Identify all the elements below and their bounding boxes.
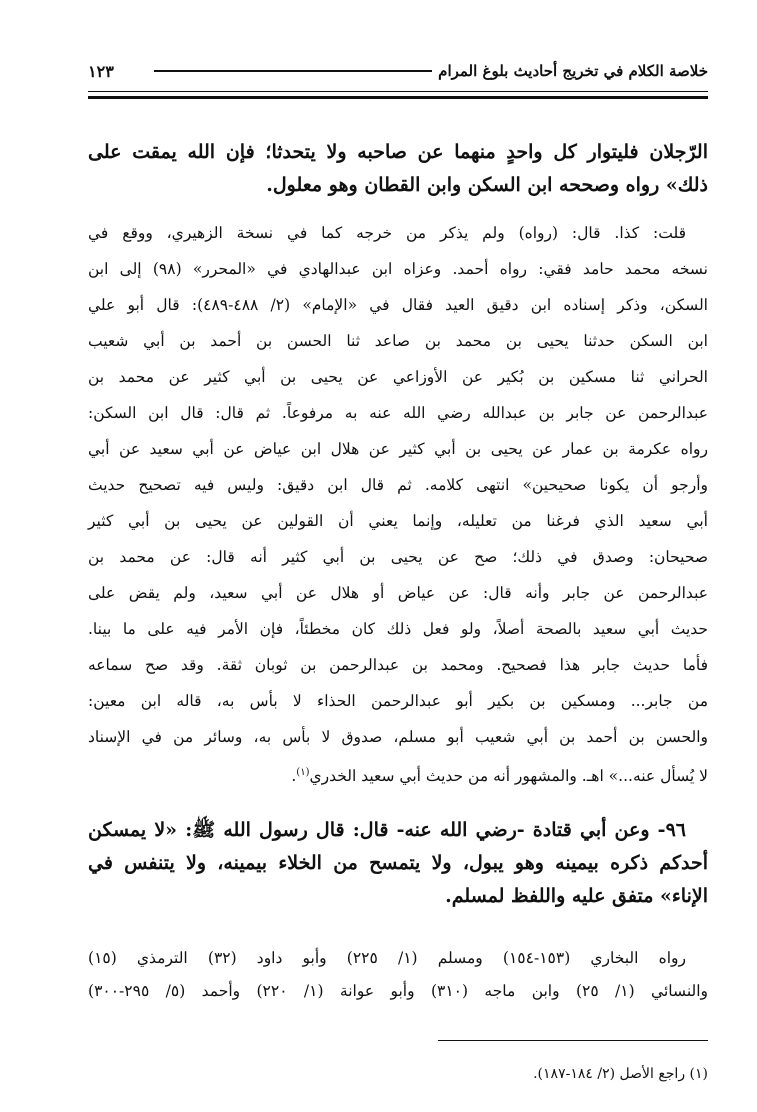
text-line: الإناء» متفق عليه واللفظ لمسلم. [445,885,708,907]
text-line: ابن السكن حدثنا يحيى بن محمد بن صاعد ثنا الحسن بن أحمد بن أبي شعيب [88,332,708,350]
text-line: فأما حديث جابر هذا فصحيح. ومحمد بن عبدالرحمن بن ثوبان ثقة. وقد صح سماعه [88,656,708,674]
text-line: عبدالرحمن عن جابر بن عبدالله رضي الله عنه به مرفوعاً. ثم قال: قال ابن السكن: [88,404,708,422]
text-line: أبي سعيد الذي فرغنا من تعليله، وإنما يعني أن القولين عن يحيى بن أبي كثير [88,512,708,530]
text-line: أحدكم ذكره بيمينه وهو يبول، ولا يتمسح من الخلاء بيمينه، ولا يتنفس في [88,852,708,874]
text-span: . [291,767,297,786]
footnote-reference: (١) [296,767,310,778]
text-line: صحيحان: وصدق في ذلك؛ صح عن يحيى بن أبي كثير أنه قال: عن محمد بن [88,548,708,566]
text-line: والحسن بن أحمد بن أبي شعيب أبو مسلم، صدوق لا بأس به، وسائر من في الإسناد [88,728,708,746]
hadith-continuation [88,136,708,202]
text-line: وأرجو أن يكونا صحيحين» انتهى كلامه. ثم قال ابن دقيق: وليس فيه تصحيح حديث [88,476,708,494]
text-line: رواه البخاري (١٥٣-١٥٤) ومسلم (١/ ٢٢٥) وأبو داود (٣٢) الترمذي (١٥) [88,949,686,967]
page-number: ١٢٣ [88,61,114,81]
header-rule-thick [88,96,708,99]
footnote-separator [438,1040,708,1041]
header-rule-thin [88,91,708,92]
takhrij-paragraph [88,942,708,1008]
text-line: الرّجلان فليتوار كل واحدٍ منهما عن صاحبه ولا يتحدثا؛ فإن الله يمقت على [88,141,708,163]
commentary-paragraph [88,215,708,794]
text-line: من جابر... ومسكين بن بكير أبو عبدالرحمن الحذاء لا بأس به، قاله ابن معين: [88,692,708,710]
running-header [88,58,708,84]
footnote: (١) راجع الأصل (٢/ ١٨٤-١٨٧). [533,1066,708,1082]
header-line [154,70,432,72]
text-line: رواه عكرمة بن عمار عن يحيى بن أبي كثير عن هلال ابن عياض عن أبي سعيد عن أبي [88,440,708,458]
text-line: حديث أبي سعيد بالصحة أصلاً، ولو فعل ذلك كان مخطئاً، فإن الأمر فيه على ما بينا. [88,620,708,638]
text-line: والنسائي (١/ ٢٥) وابن ماجه (٣١٠) وأبو عوانة (١/ ٢٢٠) وأحمد (٥/ ٢٩٥-٣٠٠) [88,982,709,1000]
book-title: خلاصة الكلام في تخريج أحاديث بلوغ المرام [438,62,708,80]
text-line: السكن، وذكر إسناده ابن دقيق العيد فقال في «الإمام» (٢/ ٤٨٨-٤٨٩): قال أبو علي [88,296,708,314]
hadith-96 [88,814,708,913]
text-line: الحراني ثنا مسكين بن بُكير عن الأوزاعي عن يحيى بن أبي كثير عن محمد بن [88,368,708,386]
text-line: ذلك» رواه وصححه ابن السكن وابن القطان وهو معلول. [266,174,708,196]
text-line: نسخه محمد حامد فقي: رواه أحمد. وعزاه ابن عبدالهادي في «المحرر» (٩٨) إلى ابن [88,260,708,278]
text-line: ٩٦- وعن أبي قتادة -رضي الله عنه- قال: قال رسول الله ﷺ: «لا يمسكن [88,819,686,841]
text-line: عبدالرحمن عن جابر وأنه قال: عن عياض أو هلال عن أبي سعيد، ولم يقض على [88,584,708,602]
text-line [88,755,708,794]
text-line: قلت: كذا. قال: (رواه) ولم يذكر من خرجه كما في نسخة الزهيري، ووقع في [88,224,686,242]
text-span: لا يُسأل عنه...» اهـ. والمشهور أنه من حديث أبي سعيد الخدري [309,767,708,786]
